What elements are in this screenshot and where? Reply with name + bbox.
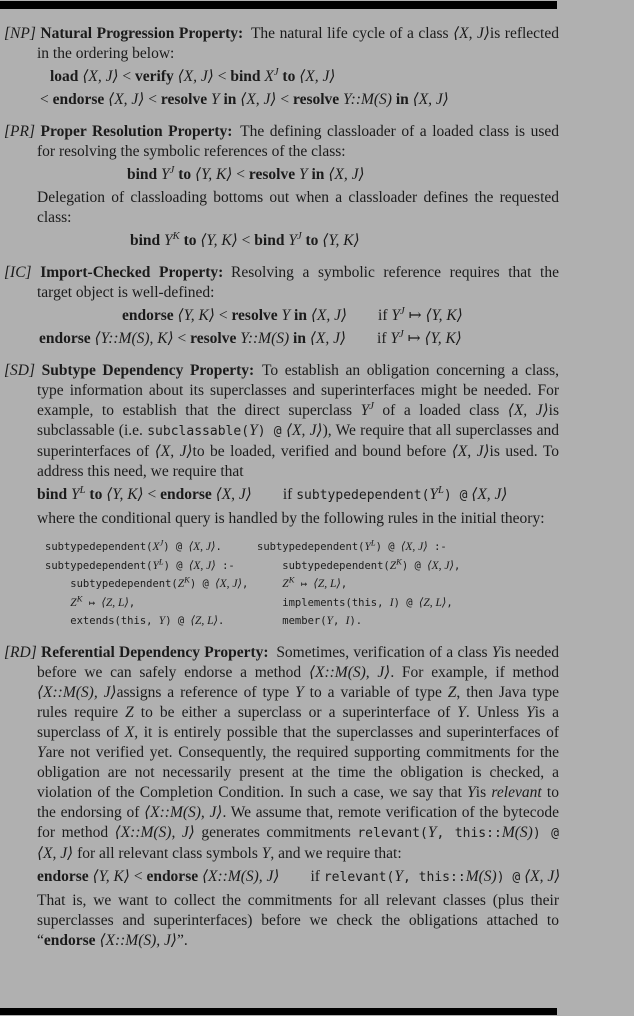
text-run: resolve xyxy=(190,330,241,347)
text-run: To establish an obligation concerning a class, type information about its superclasses and superinterfaces might be needed. For example, to establish that the direct superclass xyxy=(37,362,560,419)
inline-code: , xyxy=(128,596,136,609)
math-expression: Y xyxy=(164,232,173,249)
code-line xyxy=(257,557,460,576)
text-run: The defining classloader of a loaded class is used for resolving the symbolic references of the class: xyxy=(37,123,559,160)
math-expression: K xyxy=(172,230,180,242)
text-run: < xyxy=(237,232,255,249)
math-expression: K xyxy=(76,593,83,603)
text-run: endorse xyxy=(146,867,202,885)
math-expression: ⟨X::M(S), J⟩ xyxy=(308,663,391,681)
math-expression: Y xyxy=(299,166,308,183)
math-expression: ⟨X, J⟩ xyxy=(215,578,242,590)
math-expression: ⟨Y, K⟩ xyxy=(195,166,233,183)
math-expression: ⟨X, J⟩ xyxy=(154,443,193,460)
code-line xyxy=(45,538,257,557)
section-title: Subtype Dependency Property: xyxy=(41,362,255,379)
math-expression: ⟨X, J⟩ xyxy=(215,486,252,503)
text-run: to be either a superclass or a superinterface of xyxy=(133,703,458,721)
section-title: Natural Progression Property: xyxy=(40,25,244,42)
text-run: endorse xyxy=(52,91,109,108)
paragraph xyxy=(37,509,559,529)
code-block xyxy=(45,538,602,631)
math-expression: Y xyxy=(427,823,437,841)
math-expression: ⟨X::M(S), J⟩ xyxy=(144,803,223,821)
math-expression: ⟨X, J⟩ xyxy=(524,867,561,885)
inline-code: , this:: xyxy=(436,825,502,841)
math-expression: Z xyxy=(177,578,185,590)
math-expression: ⟨Y, K⟩ xyxy=(106,486,144,503)
text-run: < xyxy=(143,486,161,503)
math-expression: ⟨Y, K⟩ xyxy=(92,867,130,885)
text-run: That is, we want to collect the commitments for all relevant classes (plus their superclasses and superinterfaces) before we check the obligations attached to “ xyxy=(37,891,559,949)
top-horizontal-rule xyxy=(0,1,557,9)
section-label: [NP] xyxy=(4,25,36,42)
text-run: to xyxy=(179,232,201,249)
inline-code: ) @ xyxy=(443,488,468,503)
math-expression: ⟨X, J⟩ xyxy=(412,91,449,108)
text-run: Sometimes, verification of a class xyxy=(276,643,492,661)
code-line xyxy=(257,538,460,557)
text-run: < xyxy=(232,166,249,183)
inline-code: ) @ xyxy=(189,578,209,590)
math-expression: Y xyxy=(467,783,476,801)
inline-code: , xyxy=(332,615,346,627)
inline-code: subtypedependent( xyxy=(45,578,178,590)
math-expression: Z xyxy=(282,578,289,590)
inline-code: ) @ xyxy=(163,541,183,553)
display-equation xyxy=(127,165,602,185)
text-run: resolve xyxy=(292,91,344,108)
display-equation xyxy=(37,485,602,506)
text-run: . Unless xyxy=(465,703,527,721)
section-label: [IC] xyxy=(4,264,32,281)
math-expression: Y xyxy=(429,486,439,503)
math-expression: L xyxy=(438,484,444,496)
inline-code: ) @ xyxy=(165,615,185,627)
inline-code: :- xyxy=(215,559,235,572)
text-run: < xyxy=(214,307,232,324)
text-run: in xyxy=(307,166,329,183)
math-expression: Y xyxy=(360,402,370,419)
display-equation xyxy=(39,329,602,349)
inline-code: . xyxy=(215,541,222,553)
math-expression: Z xyxy=(389,559,397,572)
math-expression: ⟨Y::M(S), K⟩ xyxy=(94,330,174,347)
math-expression: J xyxy=(369,400,374,412)
inline-code: ) @ xyxy=(393,596,413,609)
inline-code xyxy=(257,578,282,590)
display-equation xyxy=(40,90,602,110)
text-run: are not verified yet. Consequently, the required supporting commitments for the obligation are not necessarily present at the time the obligation is checked, a violation of the Completion Condition. In such a case, we say that xyxy=(37,743,559,801)
text-run: resolve xyxy=(231,307,282,324)
text-run: in xyxy=(219,91,241,108)
math-expression: M(S) xyxy=(501,823,533,841)
math-expression: Y xyxy=(71,486,80,503)
text-run: ), We require that all superclasses and superinterfaces of xyxy=(37,422,560,460)
inline-code: :- xyxy=(427,541,447,553)
inline-code: ) @ xyxy=(401,559,421,572)
text-run: assigns a reference of type xyxy=(116,683,296,701)
inline-code: ) @ xyxy=(163,559,183,572)
paragraph xyxy=(37,891,559,951)
code-line xyxy=(45,557,257,576)
property-section-rd xyxy=(4,643,602,951)
property-section-sd xyxy=(4,361,602,631)
math-expression: K xyxy=(184,574,190,585)
text-run: resolve xyxy=(160,91,211,108)
text-run: is a superclass of xyxy=(37,703,559,741)
text-run: is subclassable (i.e. xyxy=(37,402,559,439)
section-title: Proper Resolution Property: xyxy=(40,123,233,140)
text-run: . We assume that, remote verification of the bytecode for method xyxy=(37,803,560,841)
document-content xyxy=(2,19,602,951)
math-expression: Z xyxy=(447,683,457,701)
text-run: ”. xyxy=(176,931,188,949)
math-expression: ⟨X, J⟩ xyxy=(37,844,74,862)
math-expression: Y xyxy=(326,615,333,627)
math-expression: ⟨X::M(S), J⟩ xyxy=(201,867,280,885)
section-title: Import-Checked Property: xyxy=(40,264,224,281)
math-expression: L xyxy=(370,537,376,548)
math-expression: J xyxy=(273,66,279,78)
math-expression: I xyxy=(345,615,350,627)
math-expression: ⟨Z, L⟩ xyxy=(418,596,447,609)
text-run: is xyxy=(475,783,492,801)
text-run: to a variable of type xyxy=(303,683,448,701)
math-expression: X xyxy=(152,541,160,553)
math-expression: ⟨Z, L⟩ xyxy=(190,615,219,627)
text-run: load xyxy=(50,68,83,85)
section-lead-paragraph xyxy=(4,643,560,864)
math-expression: ⟨X::M(S), J⟩ xyxy=(99,931,177,949)
math-expression: ⟨X, J⟩ xyxy=(177,68,214,85)
math-expression: ⟨X, J⟩ xyxy=(82,68,119,85)
math-expression: Y xyxy=(281,307,291,324)
math-expression: Y xyxy=(390,330,400,347)
inline-code: , xyxy=(446,596,453,609)
math-expression: Y xyxy=(210,91,220,108)
text-run: if xyxy=(347,307,392,324)
math-expression: ⟨X, J⟩ xyxy=(451,443,490,460)
section-lead-paragraph xyxy=(4,263,559,303)
text-run: for all relevant class symbols xyxy=(73,844,262,862)
inline-code: , xyxy=(340,578,348,590)
text-run: . For example, if method xyxy=(390,663,560,681)
inline-code: subclassable( xyxy=(147,424,250,439)
inline-code: implements(this, xyxy=(257,596,390,609)
code-line xyxy=(45,575,257,594)
math-expression: ⟨X, J⟩ xyxy=(310,307,348,324)
text-run: , then Java type rules require xyxy=(37,683,560,721)
text-run: is needed before we can safely endorse a method xyxy=(37,643,560,681)
math-expression: Y xyxy=(37,743,46,761)
display-equation xyxy=(122,306,602,326)
math-expression: ⟨X, J⟩ xyxy=(108,91,145,108)
text-run: < xyxy=(213,68,231,85)
text-run: if xyxy=(346,330,391,347)
text-run: endorse xyxy=(160,486,216,503)
text-run: to xyxy=(85,486,107,503)
inline-code: subtypedependent( xyxy=(296,488,430,503)
text-run: to xyxy=(301,232,323,249)
inline-code: , xyxy=(242,578,249,590)
property-section-ic xyxy=(4,263,602,349)
math-expression: ⟨X, J⟩ xyxy=(453,25,490,42)
display-equation xyxy=(37,867,602,888)
math-expression: X xyxy=(264,68,274,85)
math-expression: ⟨X, J⟩ xyxy=(285,422,323,439)
math-expression: I xyxy=(389,596,394,609)
text-run: where the conditional query is handled by the following rules in the initial theory: xyxy=(37,510,545,527)
text-run: endorse xyxy=(37,867,93,885)
inline-code xyxy=(45,597,70,609)
text-run: to the endorsing of xyxy=(37,783,559,821)
inline-code: ↦ xyxy=(294,578,314,590)
code-line xyxy=(45,594,257,613)
math-expression: J xyxy=(399,328,404,340)
math-expression: ⟨X, J⟩ xyxy=(299,68,336,85)
inline-code: , this:: xyxy=(402,869,466,885)
inline-code: extends(this, xyxy=(45,615,159,627)
math-expression: ⟨X, J⟩ xyxy=(427,559,454,572)
math-expression: K xyxy=(396,556,402,566)
inline-code: ) @ xyxy=(375,541,395,553)
math-expression: Z xyxy=(125,703,134,721)
math-expression: ⟨X, J⟩ xyxy=(471,486,508,503)
math-expression: Y xyxy=(295,683,304,701)
math-expression: M(S) xyxy=(465,867,497,885)
code-line xyxy=(45,612,257,631)
text-run: to xyxy=(174,166,196,183)
section-lead-paragraph xyxy=(4,122,559,162)
text-run: to xyxy=(278,68,300,85)
text-run: ↦ xyxy=(404,307,426,324)
text-run: generates commitments xyxy=(194,823,358,841)
inline-code: relevant( xyxy=(323,869,395,885)
inline-code: , xyxy=(454,559,461,572)
inline-code: ) @ xyxy=(496,869,521,885)
text-run: relevant xyxy=(491,783,542,801)
text-run: bind xyxy=(37,486,72,503)
math-expression: ⟨X, J⟩ xyxy=(240,91,277,108)
text-run: bind xyxy=(130,232,165,249)
math-expression: ⟨X, J⟩ xyxy=(188,541,216,553)
code-column xyxy=(45,538,257,631)
text-run: , and we require that: xyxy=(270,844,402,862)
math-expression: Y::M(S) xyxy=(343,91,392,108)
inline-code: ↦ xyxy=(82,596,102,609)
math-expression: L xyxy=(79,484,86,496)
text-run: , it is entirely possible that the superclasses and superinterfaces of xyxy=(134,723,559,741)
text-run: endorse xyxy=(39,330,95,347)
math-expression: Y xyxy=(158,615,166,627)
text-run: The natural life cycle of a class xyxy=(250,25,454,42)
code-column xyxy=(257,538,460,631)
text-run: is used. To address this need, we require that xyxy=(37,443,559,480)
text-run: is reflected in the ordering below: xyxy=(37,25,559,62)
section-lead-paragraph xyxy=(4,24,559,64)
text-run: Resolving a symbolic reference requires that the target object is well-defined: xyxy=(37,264,559,301)
math-expression: Y xyxy=(394,867,403,885)
text-run: if xyxy=(279,867,324,885)
code-line xyxy=(257,612,460,631)
inline-code: ). xyxy=(349,615,363,627)
math-expression: Y xyxy=(161,166,170,183)
section-lead-paragraph xyxy=(4,361,560,482)
text-run: verify xyxy=(135,68,178,85)
math-expression: J xyxy=(296,230,302,242)
math-expression: ⟨X::M(S), J⟩ xyxy=(37,683,117,701)
text-run: in xyxy=(290,307,311,324)
math-expression: Z xyxy=(70,596,77,609)
text-run: Delegation of classloading bottoms out when a classloader defines the requested class: xyxy=(37,189,559,226)
text-run: < xyxy=(129,867,147,885)
code-line xyxy=(257,594,460,613)
math-expression: X xyxy=(124,723,135,741)
math-expression: K xyxy=(288,574,295,585)
math-expression: Y xyxy=(152,559,159,572)
inline-code: . xyxy=(218,615,225,627)
math-expression: ⟨X, J⟩ xyxy=(309,330,347,347)
math-expression: Y xyxy=(364,541,371,553)
text-run: bind xyxy=(230,68,265,85)
math-expression: Y xyxy=(491,643,501,661)
math-expression: J xyxy=(159,537,164,548)
property-section-np xyxy=(4,24,602,110)
math-expression: ⟨X, J⟩ xyxy=(507,402,549,419)
math-expression: Y xyxy=(457,703,466,721)
text-run: bind xyxy=(254,232,289,249)
code-line xyxy=(257,575,460,594)
text-run: ↦ xyxy=(403,330,425,347)
math-expression: Y xyxy=(391,307,400,324)
math-expression: Y xyxy=(288,232,297,249)
section-label: [PR] xyxy=(4,123,35,140)
text-run: in xyxy=(391,91,413,108)
section-label: [RD] xyxy=(4,643,37,661)
math-expression: ⟨X, J⟩ xyxy=(400,541,428,553)
math-expression: L xyxy=(158,556,164,566)
math-expression: ⟨Z, L⟩ xyxy=(313,578,341,590)
math-expression: Y::M(S) xyxy=(240,330,290,347)
text-run: < xyxy=(144,91,161,108)
math-expression: ⟨Y, K⟩ xyxy=(322,232,360,249)
section-title: Referential Dependency Property: xyxy=(41,643,269,661)
text-run: < xyxy=(40,91,53,108)
text-run: resolve xyxy=(248,166,299,183)
text-run: in xyxy=(289,330,310,347)
math-expression: Y xyxy=(526,703,535,721)
text-run: endorse xyxy=(43,931,100,949)
math-expression: J xyxy=(400,305,405,317)
text-run: < xyxy=(118,68,136,85)
inline-code: subtypedependent( xyxy=(45,559,153,572)
inline-code: ) @ xyxy=(532,825,559,841)
inline-code: ) @ xyxy=(257,424,282,439)
text-run: to be loaded, verified and bound before xyxy=(192,443,452,460)
section-label: [SD] xyxy=(4,362,36,379)
math-expression: ⟨Y, K⟩ xyxy=(200,232,238,249)
inline-code: subtypedependent( xyxy=(45,541,153,553)
property-section-pr xyxy=(4,122,602,251)
text-run: bind xyxy=(127,166,162,183)
math-expression: ⟨Z, L⟩ xyxy=(101,596,129,609)
math-expression: Y xyxy=(249,422,258,439)
math-expression: Y xyxy=(261,844,271,862)
text-run: of a loaded class xyxy=(373,402,508,419)
math-expression: ⟨X, J⟩ xyxy=(328,166,365,183)
inline-code: relevant( xyxy=(357,825,428,841)
inline-code: subtypedependent( xyxy=(257,541,365,553)
math-expression: ⟨Y, K⟩ xyxy=(424,330,462,347)
math-expression: ⟨Y, K⟩ xyxy=(177,307,215,324)
math-expression: J xyxy=(169,164,175,176)
math-expression: ⟨Y, K⟩ xyxy=(425,307,463,324)
inline-code: member( xyxy=(257,615,327,627)
text-run: < xyxy=(276,91,293,108)
inline-code: subtypedependent( xyxy=(257,559,390,572)
math-expression: ⟨X, J⟩ xyxy=(188,559,216,572)
text-run: < xyxy=(173,330,191,347)
paragraph xyxy=(37,188,559,228)
bottom-horizontal-rule xyxy=(0,1008,557,1015)
display-equation xyxy=(130,231,602,251)
display-equation xyxy=(50,67,602,87)
text-run: endorse xyxy=(122,307,178,324)
math-expression: ⟨X::M(S), J⟩ xyxy=(114,823,195,841)
text-run: if xyxy=(251,486,297,503)
